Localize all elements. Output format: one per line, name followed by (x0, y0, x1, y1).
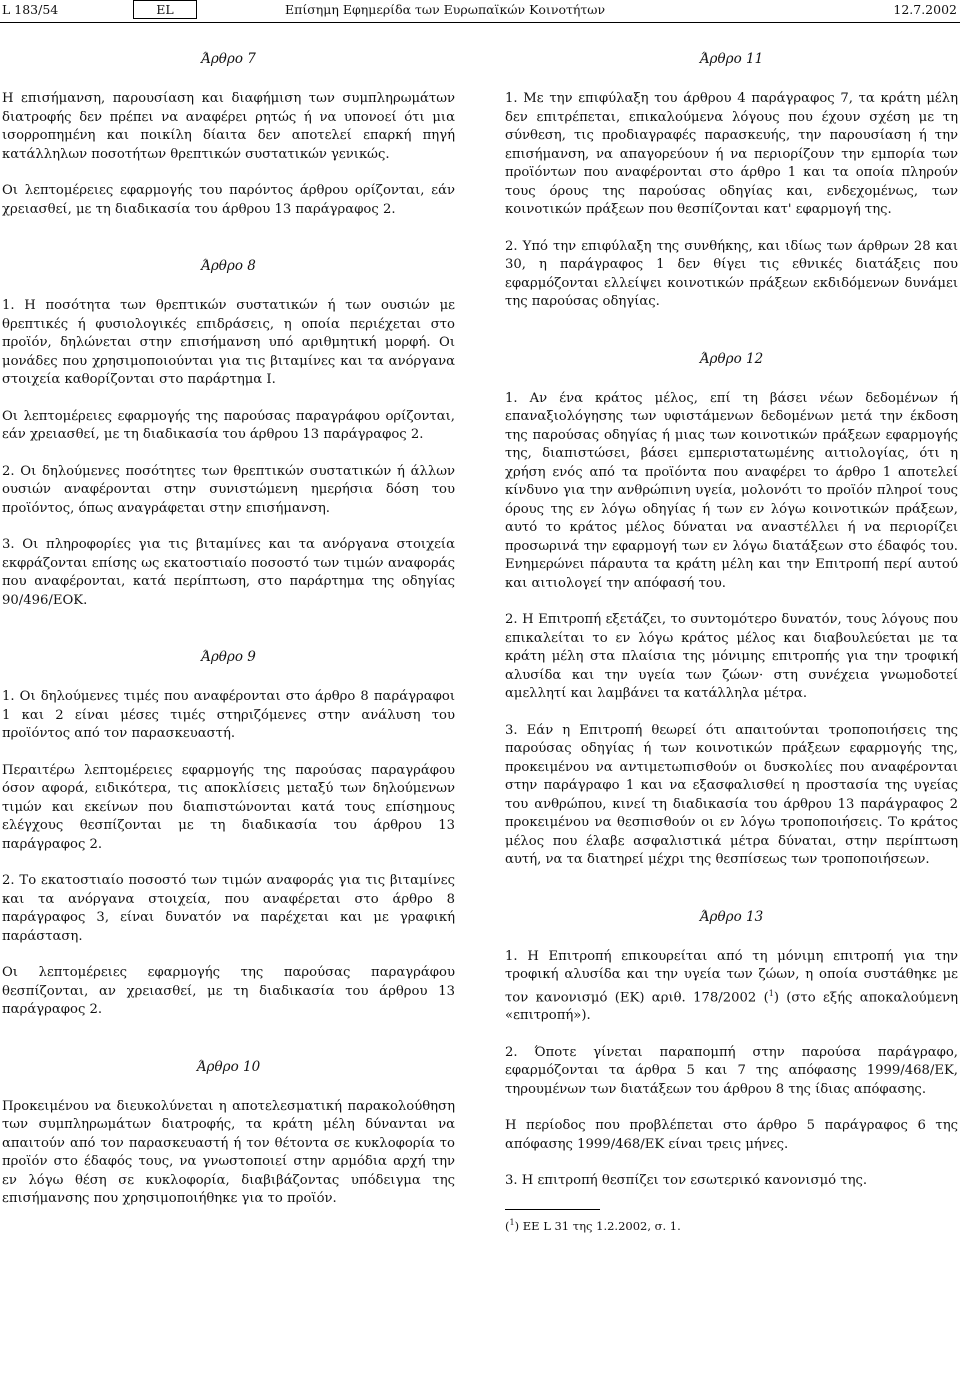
article-9-paragraph: Περαιτέρω λεπτομέρειες εφαρμογής της παρούσας παραγράφου όσον αφορά, ειδικότερα, τις αποκλίσεις μεταξύ των δηλούμενων τιμών και εκείνων που διαπιστώνονται κατά τους επίσημους ελέγχους θεσπίζονται με τη διαδικασία του άρθρου 13 παράγραφος 2. (2, 762, 455, 852)
footnote: ($^1$) ΕΕ L 31 της 1.2.2002, σ. 1. (505, 1217, 681, 1233)
right-column (505, 50, 958, 1233)
footnote-text: ΕΕ L 31 της 1.2.2002, σ. 1. (519, 1218, 681, 1233)
article-11-title: Άρθρο 11 (699, 51, 764, 67)
article-13-title: Άρθρο 13 (699, 908, 764, 925)
journal-title: Επίσημη Εφημερίδα των Ευρωπαϊκών Κοινοτήτων (285, 2, 606, 17)
article-7-paragraph: Οι λεπτομέρειες εφαρμογής του παρόντος άρθρου ορίζονται, εάν χρειασθεί, με τη διαδικασία του άρθρου 13 παράγραφος 2. (2, 183, 455, 217)
article-9-title: Άρθρο 9 (201, 649, 256, 665)
article-13-paragraph: 2. Όποτε γίνεται παραπομπή στην παρούσα παράγραφο, εφαρμόζονται τα άρθρα 5 και 7 της απόφασης 1999/468/ΕΚ, τηρουμένων των διατάξεων του άρθρου 8 της ίδιας απόφασης. (505, 1044, 958, 1097)
article-10-paragraph: Προκειμένου να διευκολύνεται η αποτελεσματική παρακολούθηση των συμπληρωμάτων διατροφής, τα κράτη μέλη δύνανται να απαιτούν από τον παρασκευαστή ή τον θέτοντα σε κυκλοφορία το προϊόν στο έδαφός τους, να γνωστοποιεί στην αρμόδια αρχή την εν λόγω θέση σε κυκλοφορία, διαβιβάζοντας υπόδειγμα της επισήμανσης που χρησιμοποιήθηκε για το προϊόν. (2, 1098, 455, 1206)
article-13-text: ) (στο εξής αποκαλούμενη «επιτροπή»). (505, 989, 958, 1024)
left-column (2, 50, 455, 1227)
article-12-paragraph: 2. Η Επιτροπή εξετάζει, το συντομότερο δυνατόν, τους λόγους που επικαλείται το εν λόγω κράτος μέλος και διαβουλεύεται με τα κράτη μέλη στα πλαίσια της μόνιμης επιτροπής για την τροφική αλυσίδα και την υγεία των ζώων· στη συνέχεια γνωμοδοτεί αμελλητί και λαμβάνει τα κατάλληλα μέτρα. (505, 612, 958, 701)
article-13-paragraph: Η περίοδος που προβλέπεται στο άρθρο 5 παράγραφος 6 της απόφασης 1999/468/ΕΚ είναι τρεις μήνες. (505, 1118, 958, 1152)
article-13-text: 1. Η Επιτροπή επικουρείται από τη μόνιμη επιτροπή για την τροφική αλυσίδα και την υγεία των ζώων, η οποία συστάθηκε με τον κανονισμό (ΕΚ) αριθ. 178/2002 ( (505, 948, 958, 1005)
article-8-paragraph: Οι λεπτομέρειες εφαρμογής της παρούσας παραγράφου ορίζονται, εάν χρειασθεί, με τη διαδικασία του άρθρου 13 παράγραφος 2. (2, 408, 455, 442)
language-box: EL (133, 0, 197, 19)
article-13-paragraph (505, 948, 958, 1026)
article-8-paragraph: 1. Η ποσότητα των θρεπτικών συστατικών ή των ουσιών με θρεπτικές ή φυσιολογικές επιδράσεις, η οποία περιέχεται στο προϊόν, δηλώνεται στην επισήμανση υπό αριθμητική μορφή. Οι μονάδες που χρησιμοποιούνται για τις βιταμίνες και τα ανόργανα στοιχεία καθορίζονται στο παράρτημα I. (2, 298, 455, 387)
article-12-paragraph: 3. Εάν η Επιτροπή θεωρεί ότι απαιτούνται τροποποιήσεις της παρούσας οδηγίας ή των κοινοτικών πράξεων εφαρμογής της, προκειμένου να αντιμετωπισθούν οι δυσκολίες που αναφέρονται στην παράγραφο 1 και να εξασφαλισθεί η προστασία της υγείας του ανθρώπου, κινεί τη διαδικασία του άρθρου 13 παράγραφος 2 προκειμένου να θεσπισθούν οι εν λόγω τροποποιήσεις. Το κράτος μέλος που έλαβε ασφαλιστικά μέτρα δύναται, στην περίπτωση αυτή, να τα διατηρεί μέχρι της θεσπίσεως των τροποποιήσεων. (505, 722, 958, 867)
article-9-paragraph: Οι λεπτομέρειες εφαρμογής της παρούσας παραγράφου θεσπίζονται, αν χρειασθεί, με τη διαδικασία του άρθρου 13 παράγραφος 2. (2, 965, 455, 1017)
article-7-paragraph: Η επισήμανση, παρουσίαση και διαφήμιση των συμπληρωμάτων διατροφής δεν πρέπει να αναφέρει ρητώς ή να υπονοεί ότι μια ισορροπημένη και ποικίλη δίαιτα δεν αποτελεί επαρκή πηγή κατάλληλων ποσοτήτων θρεπτικών συστατικών γενικώς. (2, 91, 455, 162)
article-9-paragraph: 2. Το εκατοστιαίο ποσοστό των τιμών αναφοράς για τις βιταμίνες και τα ανόργανα στοιχεία, που αναφέρεται στο άρθρο 8 παράγραφος 3, είναι δυνατόν να παρέχεται και με γραφική παράσταση. (2, 873, 455, 944)
article-8-paragraph: 2. Οι δηλούμενες ποσότητες των θρεπτικών συστατικών ή άλλων ουσιών αναφέρονται στην συνιστώμενη ημερήσια δόση του προϊόντος, όπως αναγράφεται στην επισήμανση. (2, 463, 455, 516)
article-11-paragraph: 2. Υπό την επιφύλαξη της συνθήκης, και ιδίως των άρθρων 28 και 30, η παράγραφος 1 δεν θίγει τις εθνικές διατάξεις που εφαρμόζονται ελλείψει κοινοτικών πράξεων εκδιδόμενων δυνάμει της παρούσας οδηγίας. (505, 238, 958, 309)
article-12-title: Άρθρο 12 (699, 350, 764, 367)
article-12-paragraph: 1. Αν ένα κράτος μέλος, επί τη βάσει νέων δεδομένων ή επαναξιολόγησης των υφιστάμενων δεδομένων μετά την έκδοση της παρούσας οδηγίας ή μιας των κοινοτικών πράξεων εφαρμογής της, διαπιστώσει, βάσει εμπεριστατωμένης αιτιολογίας, ότι η χρήση ενός από τα προϊόντα που αναφέρει το άρθρο 1 αποτελεί κίνδυνο για την ανθρώπινη υγεία, μολονότι το προϊόν πληροί τους όρους της εν λόγω οδηγίας ή των εν λόγω κοινοτικών πράξεων, αυτό το κράτος μέλος δύναται να αναστέλλει ή να περιορίζει προσωρινά την εφαρμογή των εν λόγω διατάξεων στο έδαφός του. Ενημερώνει πάραυτα τα κράτη μέλη και την Επιτροπή περί αυτού και αιτιολογεί την απόφασή του. (505, 390, 958, 591)
article-8-title: Άρθρο 8 (201, 258, 256, 274)
article-8-paragraph: 3. Οι πληροφορίες για τις βιταμίνες και τα ανόργανα στοιχεία εκφράζονται επίσης ως εκατοστιαίο ποσοστό των τιμών αναφοράς που αναφέρονται, κατά περίπτωση, στο παράρτημα της οδηγίας 90/496/ΕΟΚ. (2, 537, 455, 608)
page-header (0, 0, 960, 23)
article-11-paragraph: 1. Με την επιφύλαξη του άρθρου 4 παράγραφος 7, τα κράτη μέλη δεν επιτρέπεται, επικαλούμενα λόγους που έχουν σχέση με τη σύνθεση, τις προδιαγραφές παρασκευής, την παρουσίαση ή την επισήμανση, να απαγορεύουν ή να περιορίζουν την εμπορία των προϊόντων που αναφέρονται στο άρθρο 1 και τα οποία πληρούν τους όρους της παρούσας οδηγίας και, ενδεχομένως, των κοινοτικών πράξεων που θεσπίζονται κατ' εφαρμογή της. (505, 91, 958, 217)
footnote-reference[interactable]: 1 (768, 988, 774, 998)
article-9-paragraph: 1. Οι δηλούμενες τιμές που αναφέρονται στο άρθρο 8 παράγραφοι 1 και 2 είναι μέσες τιμές στηριζόμενες στην ανάλυση του προϊόντος από τον παρασκευαστή. (2, 689, 455, 741)
footnote-divider (505, 1209, 600, 1210)
article-13-paragraph: 3. Η επιτροπή θεσπίζει τον εσωτερικό κανονισμό της. (505, 1173, 868, 1189)
article-7-title: Άρθρο 7 (201, 51, 256, 67)
issue-date: 12.7.2002 (893, 2, 957, 17)
article-10-title: Άρθρο 10 (196, 1058, 261, 1075)
footnote-marker: 1 (509, 1217, 515, 1227)
page-number: L 183/54 (2, 2, 59, 17)
